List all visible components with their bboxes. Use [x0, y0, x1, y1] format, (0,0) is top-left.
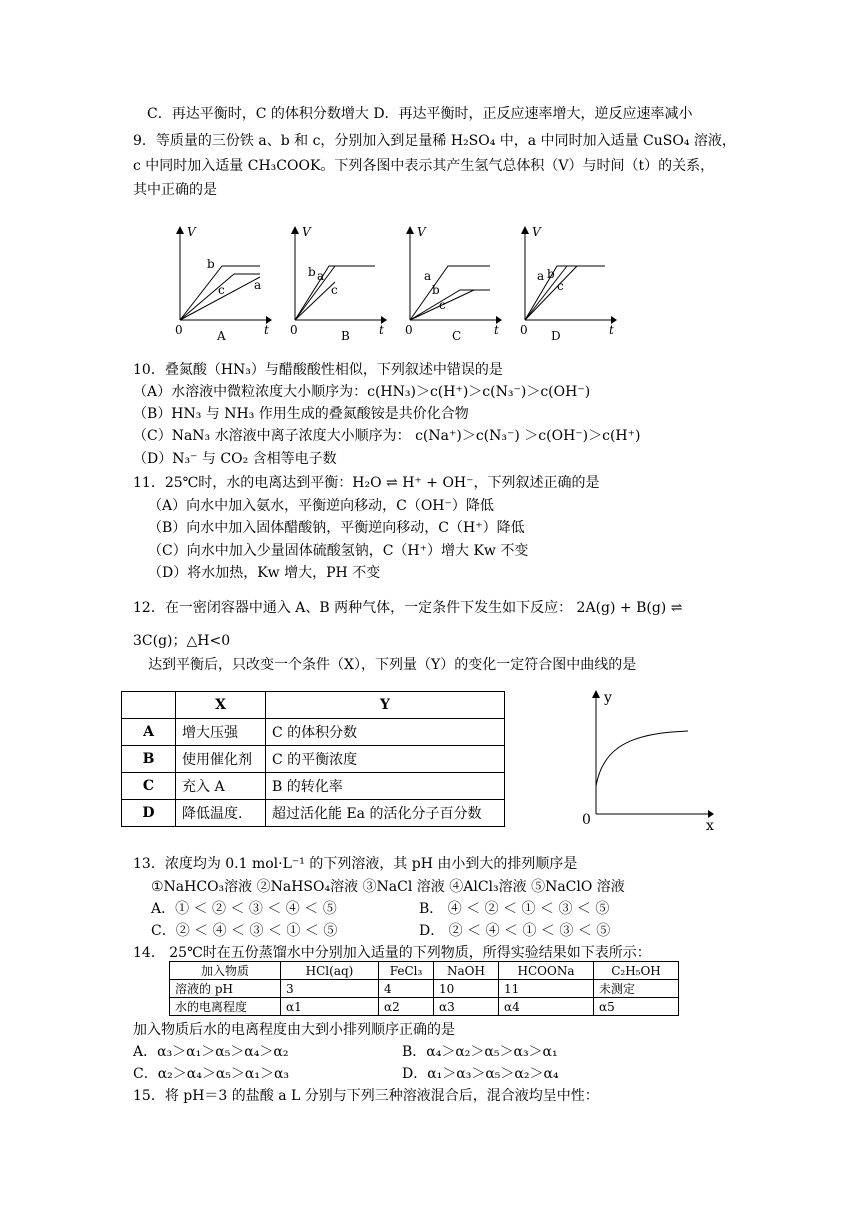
table-cell: α5: [594, 998, 679, 1016]
q9-graph-b: [275, 214, 387, 344]
curve-label: c: [218, 283, 225, 297]
table-cell: α3: [434, 998, 499, 1016]
q10-stem: 10．叠氮酸（HN₃）与醋酸酸性相似，下列叙述中错误的是: [133, 362, 503, 378]
q14-option-c: C．α₂＞α₄＞α₅＞α₁＞α₃: [133, 1066, 290, 1082]
q9-graph-d: [505, 214, 617, 344]
table-cell: 4: [379, 980, 434, 998]
table-row: [122, 719, 505, 746]
q12-curve-graph: [576, 682, 726, 837]
q12-stem-line2: 3C(g)；△H<0: [133, 633, 231, 649]
row-key: D: [122, 800, 176, 827]
curve-label: a: [424, 269, 432, 283]
q12-table: [121, 691, 505, 827]
graph-b-label: B: [341, 329, 350, 343]
row-key: B: [122, 746, 176, 773]
curve-label: a: [317, 269, 325, 283]
table-header-row: [122, 692, 505, 719]
row-x: 降低温度.: [176, 800, 266, 827]
table-cell: 3: [281, 980, 379, 998]
q14-table: [169, 961, 679, 1016]
q11-option-b: （B）向水中加入固体醋酸钠，平衡逆向移动，C（H⁺）降低: [148, 520, 525, 536]
header-x: X: [176, 692, 266, 719]
q9-graph-a: [160, 214, 272, 344]
row-key: A: [122, 719, 176, 746]
axis-v-label: V: [532, 225, 541, 239]
origin-label: 0: [290, 323, 298, 337]
header-y: Y: [266, 692, 505, 719]
q14-stem: 14． 25℃时在五份蒸馏水中分别加入适量的下列物质，所得实验结果如下表所示：: [133, 945, 651, 961]
q10-option-c: （C）NaN₃ 水溶液中离子浓度大小顺序为： c(Na⁺)＞c(N₃⁻) ＞c(OH⁻)＞c(H⁺): [133, 428, 641, 444]
q13-option-d: D． ② ＜ ④ ＜ ① ＜ ③ ＜ ⑤: [419, 923, 611, 939]
q9-graph-c: [390, 214, 502, 344]
q15-stem: 15．将 pH＝3 的盐酸 a L 分别与下列三种溶液混合后，混合液均呈中性：: [133, 1088, 599, 1104]
origin-label: 0: [175, 323, 183, 337]
table-cell: α2: [379, 998, 434, 1016]
q11-option-a: （A）向水中加入氨水，平衡逆向移动，C（OH⁻）降低: [148, 498, 494, 514]
curve-x-label: x: [706, 818, 714, 834]
graph-a-label: A: [217, 329, 226, 343]
table-cell: HCl(aq): [281, 962, 379, 980]
q9-stem-line3: 其中正确的是: [133, 182, 217, 198]
origin-label: 0: [520, 323, 528, 337]
row-y: C 的平衡浓度: [266, 746, 505, 773]
table-cell: 10: [434, 980, 499, 998]
curve-origin-label: 0: [582, 812, 591, 828]
table-cell: α4: [499, 998, 594, 1016]
curve-label: a: [537, 269, 545, 283]
axis-v-label: V: [187, 225, 196, 239]
table-cell: 11: [499, 980, 594, 998]
table-cell: 未测定: [594, 980, 679, 998]
curve-label: c: [439, 298, 446, 312]
q11-option-d: （D）将水加热，Kw 增大，PH 不变: [148, 565, 381, 581]
axis-t-label: t: [609, 323, 614, 337]
q13-solutions: ①NaHCO₃溶液 ②NaHSO₄溶液 ③NaCl 溶液 ④AlCl₃溶液 ⑤NaClO 溶液: [151, 879, 625, 895]
curve-label: a: [254, 278, 262, 292]
table-cell: 加入物质: [170, 962, 281, 980]
table-row: [122, 773, 505, 800]
axis-t-label: t: [264, 323, 269, 337]
q10-option-a: （A）水溶液中微粒浓度大小顺序为：c(HN₃)＞c(H⁺)＞c(N₃⁻)＞c(OH⁻): [133, 384, 591, 400]
axis-t-label: t: [494, 323, 499, 337]
q9-graphs: [160, 214, 640, 344]
q10-option-b: （B）HN₃ 与 NH₃ 作用生成的叠氮酸铵是共价化合物: [133, 406, 469, 422]
q10-option-d: （D）N₃⁻ 与 CO₂ 含相等电子数: [133, 451, 337, 467]
table-cell: HCOONa: [499, 962, 594, 980]
table-cell: C₂H₅OH: [594, 962, 679, 980]
graph-d-label: D: [551, 329, 561, 343]
table-header-row: [170, 962, 679, 980]
table-cell: FeCl₃: [379, 962, 434, 980]
table-cell: α1: [281, 998, 379, 1016]
q9-stem-line1: 9．等质量的三份铁 a、b 和 c，分别加入到足量稀 H₂SO₄ 中，a 中同时加入适量 CuSO₄ 溶液，: [133, 133, 736, 149]
q11-option-c: （C）向水中加入少量固体硫酸氢钠，C（H⁺）增大 Kw 不变: [148, 543, 529, 559]
row-key: C: [122, 773, 176, 800]
q14-question: 加入物质后水的电离程度由大到小排列顺序正确的是: [133, 1022, 455, 1038]
axis-v-label: V: [417, 225, 426, 239]
table-cell: 水的电离程度: [170, 998, 281, 1016]
q12-stem-line1: 12．在一密闭容器中通入 A、B 两种气体，一定条件下发生如下反应： 2A(g) + B(g) ⇌: [133, 600, 683, 616]
table-cell: 溶液的 pH: [170, 980, 281, 998]
row-x: 使用催化剂: [176, 746, 266, 773]
curve-y-label: y: [604, 690, 612, 706]
table-row: [122, 746, 505, 773]
q13-option-b: B． ④ ＜ ② ＜ ① ＜ ③ ＜ ⑤: [419, 901, 610, 917]
curve-label: b: [308, 265, 316, 279]
table-cell: NaOH: [434, 962, 499, 980]
row-x: 增大压强: [176, 719, 266, 746]
origin-label: 0: [405, 323, 413, 337]
graph-c-label: C: [452, 329, 462, 343]
table-row: [170, 980, 679, 998]
q13-stem: 13．浓度均为 0.1 mol·L⁻¹ 的下列溶液，其 pH 由小到大的排列顺序是: [133, 856, 578, 872]
row-y: 超过活化能 Ea 的活化分子百分数: [266, 800, 505, 827]
q8-option-cd: C．再达平衡时，C 的体积分数增大 D．再达平衡时，正反应速率增大，逆反应速率减小: [147, 106, 693, 122]
axis-v-label: V: [302, 225, 311, 239]
row-y: C 的体积分数: [266, 719, 505, 746]
axis-t-label: t: [379, 323, 384, 337]
q13-option-a: A．① ＜ ② ＜ ③ ＜ ④ ＜ ⑤: [151, 901, 337, 917]
q14-option-a: A．α₃＞α₁＞α₅＞α₄＞α₂: [133, 1044, 289, 1060]
row-y: B 的转化率: [266, 773, 505, 800]
curve-label: c: [557, 279, 564, 293]
curve-label: b: [432, 283, 440, 297]
row-x: 充入 A: [176, 773, 266, 800]
q9-stem-line2: c 中同时加入适量 CH₃COOK。下列各图中表示其产生氢气总体积（V）与时间（t）的关系，: [133, 158, 715, 174]
q14-option-d: D．α₁＞α₃＞α₅＞α₂＞α₄: [402, 1066, 559, 1082]
q11-stem: 11．25℃时，水的电离达到平衡：H₂O ⇌ H⁺ + OH⁻，下列叙述正确的是: [133, 475, 600, 491]
q12-stem-line3: 达到平衡后，只改变一个条件（X），下列量（Y）的变化一定符合图中曲线的是: [148, 657, 637, 673]
curve-label: b: [547, 267, 555, 281]
q13-option-c: C．② ＜ ④ ＜ ③ ＜ ① ＜ ⑤: [151, 923, 338, 939]
table-row: [170, 998, 679, 1016]
curve-label: b: [207, 257, 215, 271]
table-row: [122, 800, 505, 827]
curve-label: c: [331, 283, 338, 297]
q14-option-b: B．α₄＞α₂＞α₅＞α₃＞α₁: [402, 1044, 558, 1060]
